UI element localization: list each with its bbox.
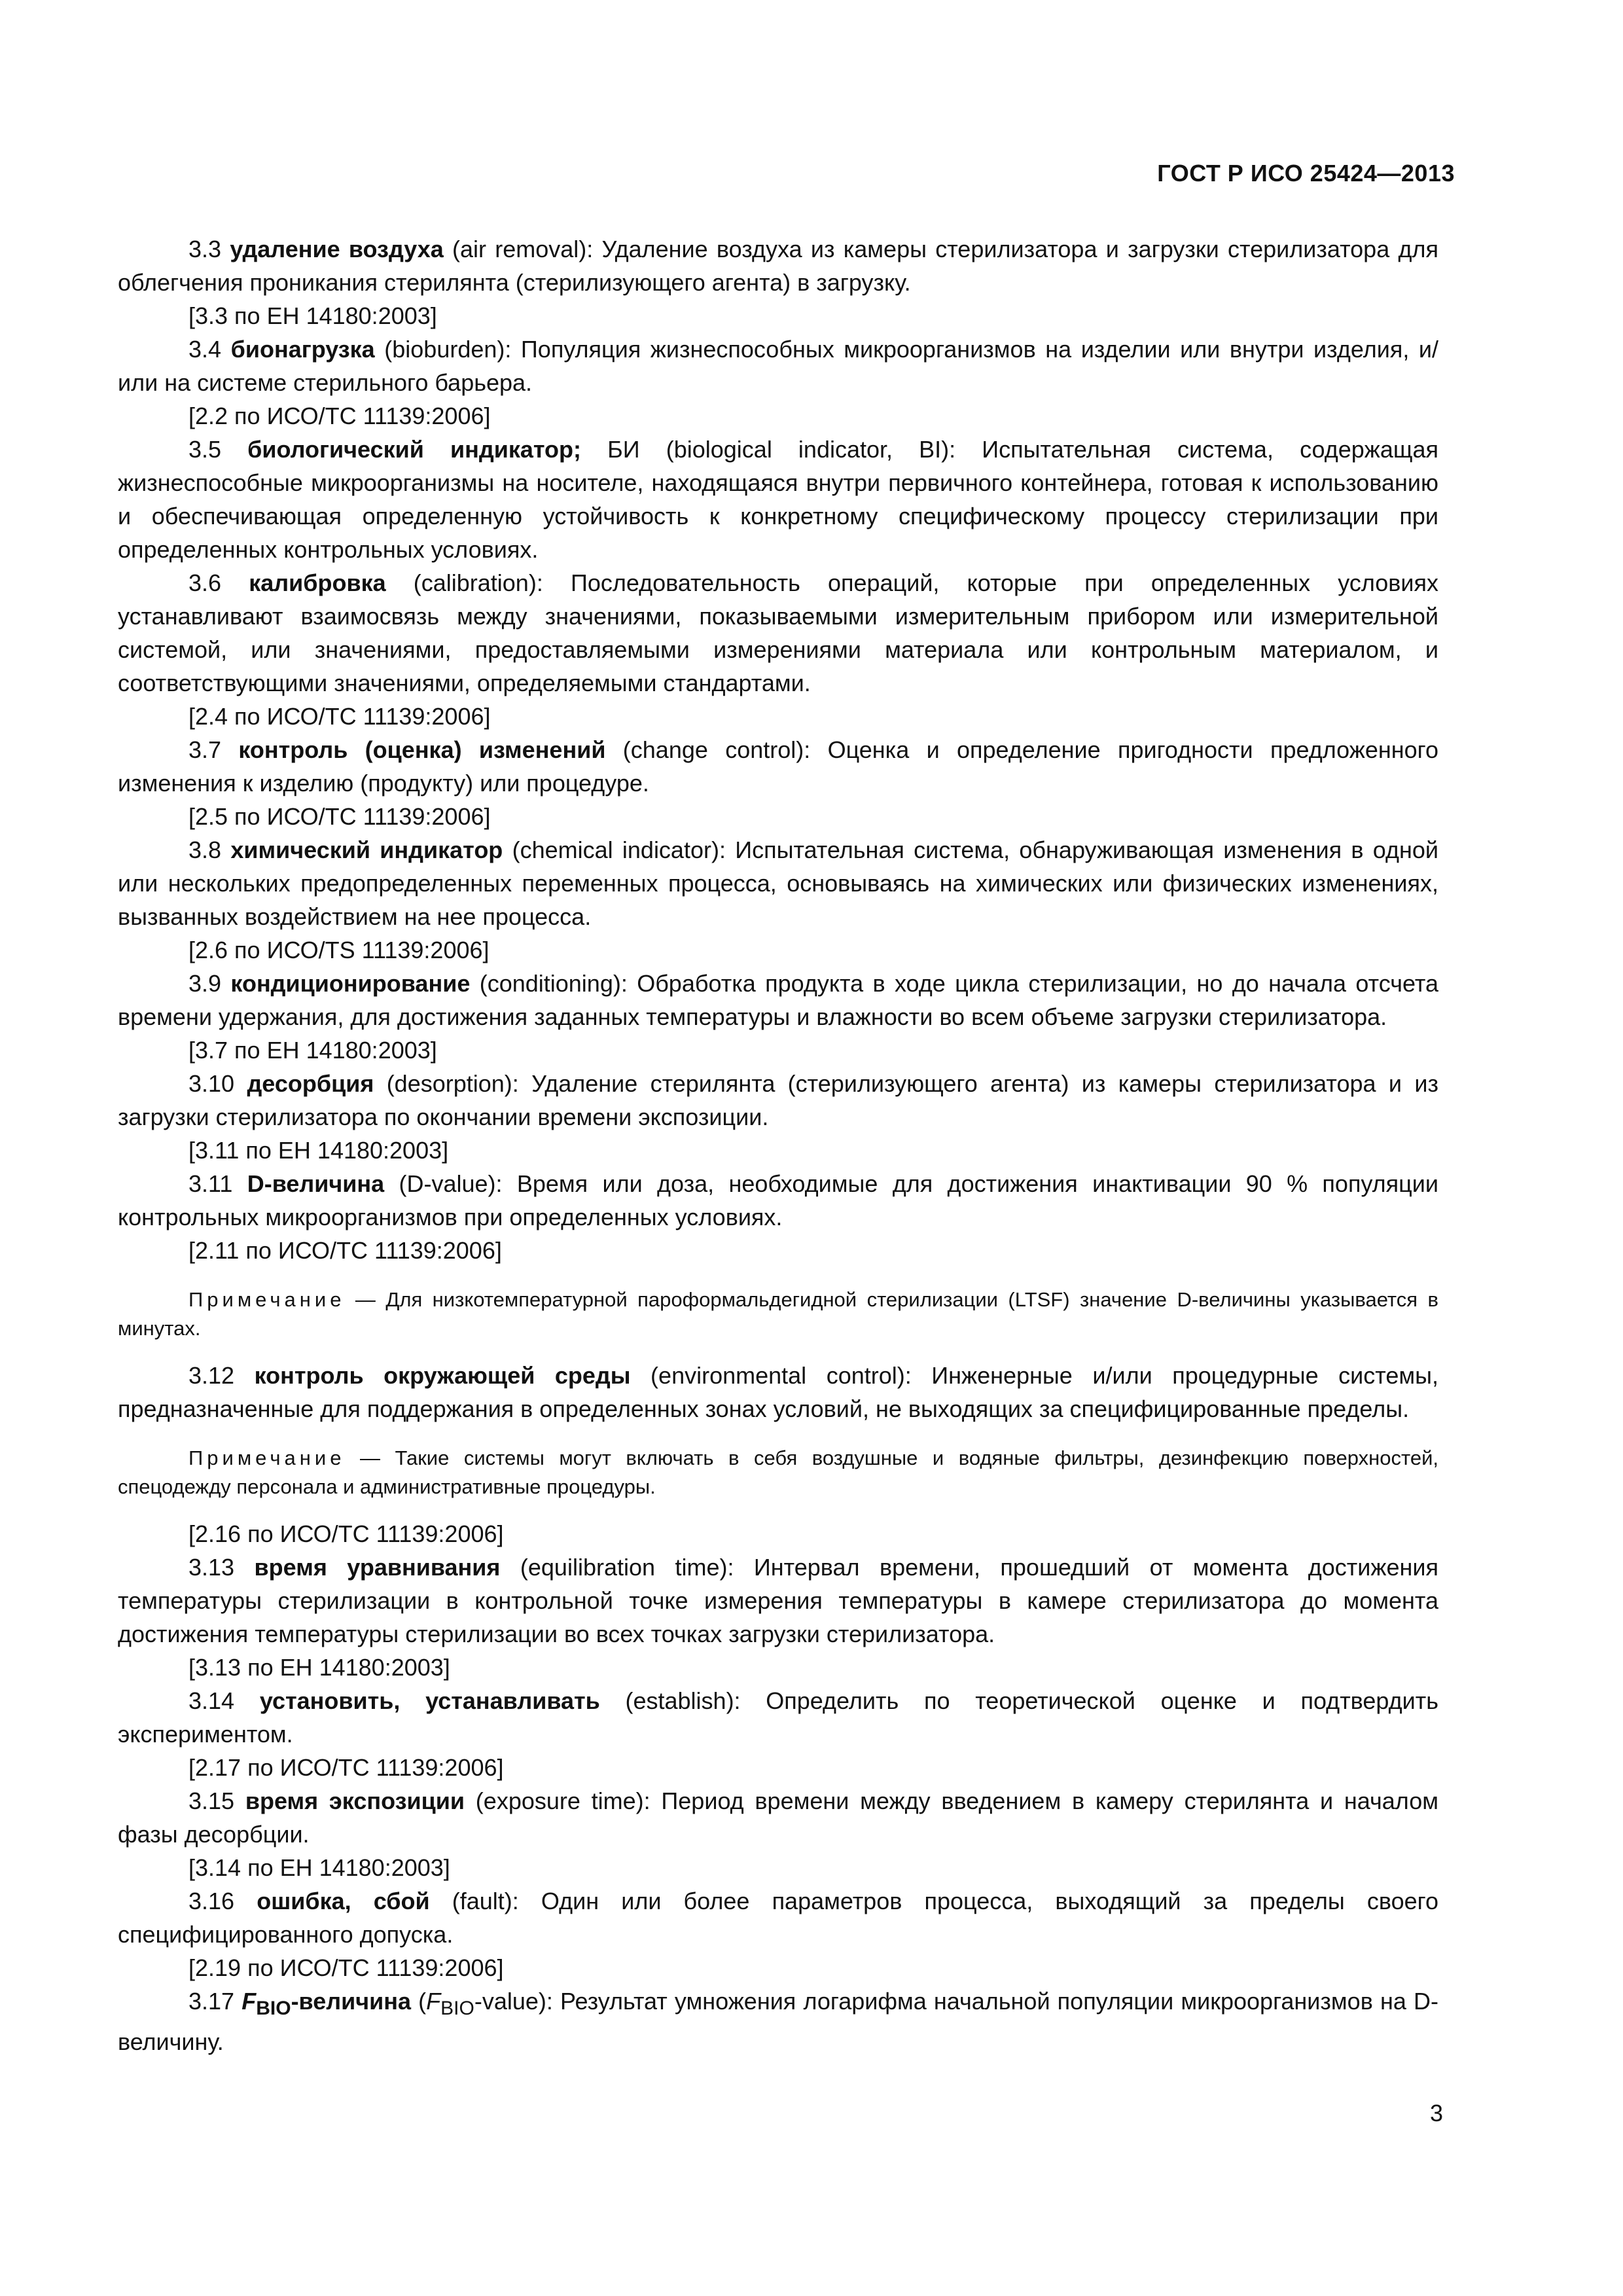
- term-name: бионагрузка: [230, 336, 375, 363]
- term-entry: 3.11 D-величина (D-value): Время или доза, необходимые для достижения инактивации 90 % популяции контрольных микроорганизмов при определенных условиях.: [118, 1170, 1438, 1230]
- source-reference: [3.7 по ЕН 14180:2003]: [188, 1037, 437, 1064]
- term-entry: 3.7 контроль (оценка) изменений (change control): Оценка и определение пригодности предложенного изменения к изделию (продукту) или процедуре.: [118, 736, 1438, 797]
- term-entry: 3.16 ошибка, сбой (fault): Один или более параметров процесса, выходящий за пределы своего специфицированного допуска.: [118, 1888, 1438, 1948]
- source-reference: [2.2 по ИСО/ТС 11139:2006]: [188, 403, 491, 429]
- source-reference: [2.17 по ИСО/ТС 11139:2006]: [188, 1754, 504, 1781]
- term-entry: 3.15 время экспозиции (exposure time): Период времени между введением в камеру стерилянта и началом фазы десорбции.: [118, 1787, 1438, 1848]
- term-name: биологический индикатор;: [247, 436, 582, 463]
- term-entry: 3.4 бионагрузка (bioburden): Популяция жизнеспособных микроорганизмов на изделии или внутри изделия, и/или на системе стерильного барьера.: [118, 336, 1438, 396]
- source-reference: [2.5 по ИСО/ТС 11139:2006]: [188, 803, 491, 830]
- term-name: контроль окружающей среды: [254, 1362, 631, 1389]
- term-entry: 3.14 установить, устанавливать (establish): Определить по теоретической оценке и подтвердить экспериментом.: [118, 1687, 1438, 1748]
- source-reference: [2.19 по ИСО/ТС 11139:2006]: [188, 1954, 504, 1981]
- term-entry: 3.12 контроль окружающей среды (environmental control): Инженерные и/или процедурные системы, предназначенные для поддержания в определенных зонах условий, не выходящих за специфицированные пределы.: [118, 1362, 1438, 1422]
- term-name: контроль (оценка) изменений: [238, 736, 606, 763]
- note-label: Примечание: [188, 1288, 346, 1311]
- source-reference: [3.11 по ЕН 14180:2003]: [188, 1137, 449, 1164]
- term-entry: 3.13 время уравнивания (equilibration time): Интервал времени, прошедший от момента достижения температуры стерилизации в контрольной точке измерения температуры в камере стерилизатора до момента достижения температуры стерилизации во всех точках загрузки стерилизатора.: [118, 1554, 1438, 1647]
- term-entry: 3.17 $F_{BIO}$-величина $(F_{BIO}-value)$: Результат умножения логарифма начальной популяции микроорганизмов на D-величину.: [118, 1988, 1438, 2056]
- term-entry: 3.8 химический индикатор (chemical indicator): Испытательная система, обнаруживающая изменения в одной или нескольких предопределенных переменных процесса, основываясь на химических или физических изменениях, вызванных воздействием на нее процесса.: [118, 836, 1438, 930]
- term-entry: 3.6 калибровка (calibration): Последовательность операций, которые при определенных условиях устанавливают взаимосвязь между значениями, показываемыми измерительным прибором или измерительной системой, или значениями, предоставляемыми измерениями материала или контрольным материалом, и соответствующими значениями, определяемыми стандартами.: [118, 569, 1438, 696]
- source-reference: [2.6 по ИСО/TS 11139:2006]: [188, 937, 490, 963]
- term-entry: 3.9 кондиционирование (conditioning): Обработка продукта в ходе цикла стерилизации, но до начала отсчета времени удержания, для достижения заданных температуры и влажности во всем объеме загрузки стерилизатора.: [118, 970, 1438, 1030]
- term-name: ошибка, сбой: [257, 1888, 430, 1914]
- source-reference: [2.11 по ИСО/ТС 11139:2006]: [188, 1237, 502, 1264]
- term-entry: 3.5 биологический индикатор; БИ (biological indicator, BI): Испытательная система, содержащая жизнеспособные микроорганизмы на носителе, находящаяся внутри первичного контейнера, готовая к использованию и обеспечивающая определенную устойчивость к конкретному специфическому процессу стерилизации при определенных контрольных условиях.: [118, 436, 1438, 563]
- source-reference: [3.3 по ЕН 14180:2003]: [188, 302, 437, 329]
- document-header: ГОСТ Р ИСО 25424—2013: [1157, 160, 1455, 187]
- source-reference: [3.13 по ЕН 14180:2003]: [188, 1654, 450, 1681]
- note: Примечание — Такие системы могут включать в себя воздушные и водяные фильтры, дезинфекцию поверхностей, спецодежду персонала и административные процедуры.: [118, 1446, 1438, 1498]
- term-name: $F_{BIO}$-величина: [241, 1988, 412, 2020]
- source-reference: [2.16 по ИСО/ТС 11139:2006]: [188, 1520, 504, 1547]
- term-name: химический индикатор: [230, 836, 503, 863]
- term-entry: 3.3 удаление воздуха (air removal): Удаление воздуха из камеры стерилизатора и загрузки стерилизатора для облегчения проникания стерилянта (стерилизующего агента) в загрузку.: [118, 236, 1438, 296]
- term-name: десорбция: [247, 1070, 374, 1097]
- term-name: установить, устанавливать: [259, 1687, 600, 1714]
- page-number: 3: [1429, 2100, 1443, 2126]
- note-label: Примечание: [188, 1446, 346, 1469]
- term-name: время уравнивания: [254, 1554, 501, 1581]
- term-name: время экспозиции: [245, 1787, 465, 1814]
- note: Примечание — Для низкотемпературной пароформальдегидной стерилизации (LTSF) значение D-величины указывается в минутах.: [118, 1288, 1438, 1340]
- term-entry: 3.10 десорбция (desorption): Удаление стерилянта (стерилизующего агента) из камеры стерилизатора и из загрузки стерилизатора по окончании времени экспозиции.: [118, 1070, 1438, 1130]
- term-name: кондиционирование: [230, 970, 471, 997]
- document-body: [118, 232, 1438, 2058]
- source-reference: [2.4 по ИСО/ТС 11139:2006]: [188, 703, 491, 730]
- term-name: калибровка: [249, 569, 386, 596]
- term-name: D-величина: [247, 1170, 385, 1197]
- source-reference: [3.14 по ЕН 14180:2003]: [188, 1854, 450, 1881]
- term-name: удаление воздуха: [230, 236, 444, 262]
